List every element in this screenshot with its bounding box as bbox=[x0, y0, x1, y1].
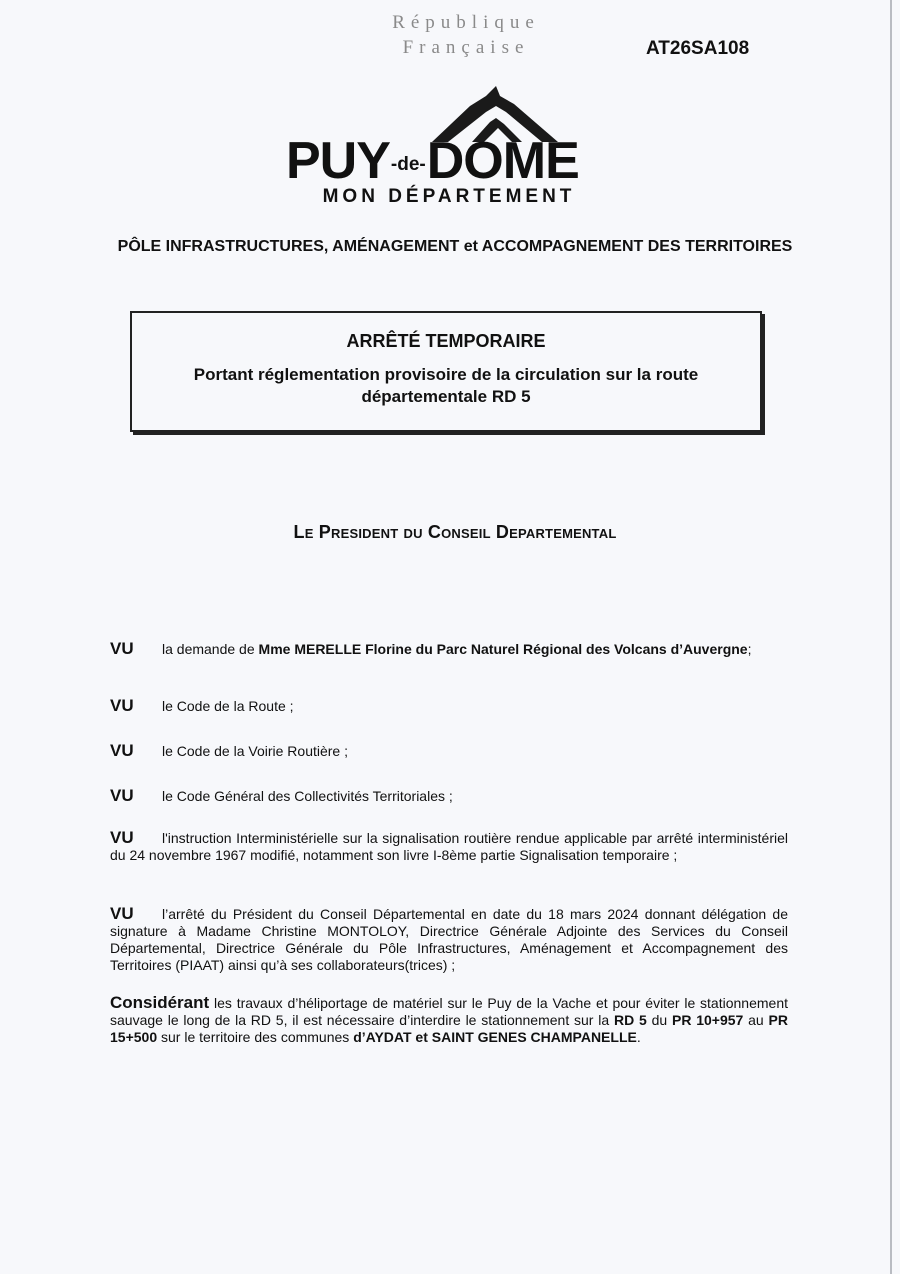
francaise-line: Française bbox=[402, 37, 530, 58]
title-box bbox=[130, 311, 762, 432]
considerant-paragraph bbox=[110, 994, 788, 1046]
vu-paragraph-1 bbox=[110, 640, 788, 658]
considerant-pr-start: PR 10+957 bbox=[671, 1012, 744, 1028]
pole-heading: PÔLE INFRASTRUCTURES, AMÉNAGEMENT et ACCOMPAGNEMENT DES TERRITOIRES bbox=[117, 238, 793, 255]
logo-title bbox=[286, 134, 616, 192]
arrete-title: ARRÊTÉ TEMPORAIRE bbox=[346, 331, 546, 351]
vu-label: VU bbox=[110, 696, 134, 715]
republique-francaise-mark bbox=[356, 10, 576, 60]
vu1-requester: Mme MERELLE Florine du Parc Naturel Régional des Volcans d’Auvergne bbox=[258, 641, 748, 657]
vu5-text: l'instruction Interministérielle sur la signalisation routière rendue applicable par arrêté interministériel du 24 novembre 1967 modifié, notamment son livre I-8ème partie Signalisation temporaire ; bbox=[110, 830, 788, 863]
considerant-text-4: sur le territoire des communes bbox=[157, 1029, 354, 1045]
page-edge bbox=[890, 0, 892, 1274]
vu1-end: ; bbox=[747, 641, 752, 657]
considerant-text-5: . bbox=[636, 1029, 641, 1045]
vu-paragraph-4 bbox=[110, 787, 788, 805]
vu-label: VU bbox=[110, 904, 134, 923]
vu1-text: la demande de bbox=[162, 641, 259, 657]
considerant-text-2: du bbox=[646, 1012, 672, 1028]
considerant-road: RD 5 bbox=[613, 1012, 647, 1028]
vu-paragraph-3 bbox=[110, 742, 788, 760]
considerant-text-1: les travaux d’héliportage de matériel sur le Puy de la Vache et pour éviter le stationnement sauvage le long de la RD 5, il est nécessaire d’interdire le stationnement sur la bbox=[110, 995, 788, 1028]
logo-title-right: DOME bbox=[426, 132, 579, 190]
vu-paragraph-2 bbox=[110, 697, 788, 715]
considerant-label: Considérant bbox=[110, 993, 210, 1012]
vu2-text: le Code de la Route ; bbox=[162, 698, 294, 714]
vu-paragraph-6 bbox=[110, 905, 788, 974]
vu-paragraph-5 bbox=[110, 829, 788, 864]
republique-line: République bbox=[392, 12, 540, 33]
vu-label: VU bbox=[110, 639, 134, 658]
logo-title-left: PUY bbox=[286, 132, 390, 190]
vu-label: VU bbox=[110, 741, 134, 760]
considerant-text-3: au bbox=[743, 1012, 769, 1028]
vu-label: VU bbox=[110, 786, 134, 805]
logo-title-mid: -de- bbox=[390, 154, 426, 175]
vu3-text: le Code de la Voirie Routière ; bbox=[162, 743, 348, 759]
document-reference: AT26SA108 bbox=[646, 38, 750, 59]
considerant-communes: d’AYDAT et SAINT GENES CHAMPANELLE bbox=[353, 1029, 637, 1045]
vu-label: VU bbox=[110, 828, 134, 847]
logo-subtitle: MON DÉPARTEMENT bbox=[322, 186, 576, 207]
considerant-pr-end: PR 15+500 bbox=[110, 1012, 788, 1045]
president-heading: Le President du Conseil Departemental bbox=[293, 522, 617, 542]
vu4-text: le Code Général des Collectivités Territoriales ; bbox=[162, 788, 453, 804]
vu6-text: l’arrêté du Président du Conseil Départemental en date du 18 mars 2024 donnant délégation de signature à Madame Christine MONTOLOY, Directrice Générale Adjointe des Services du Conseil Départemental, Directrice Générale du Pôle Infrastructures, Aménagement et Accompagnement des Territoires (PIAAT) ainsi qu’à ses collaborateurs(trices) ; bbox=[110, 906, 788, 973]
arrete-subtitle: Portant réglementation provisoire de la circulation sur la route départementale RD 5 bbox=[193, 365, 699, 406]
